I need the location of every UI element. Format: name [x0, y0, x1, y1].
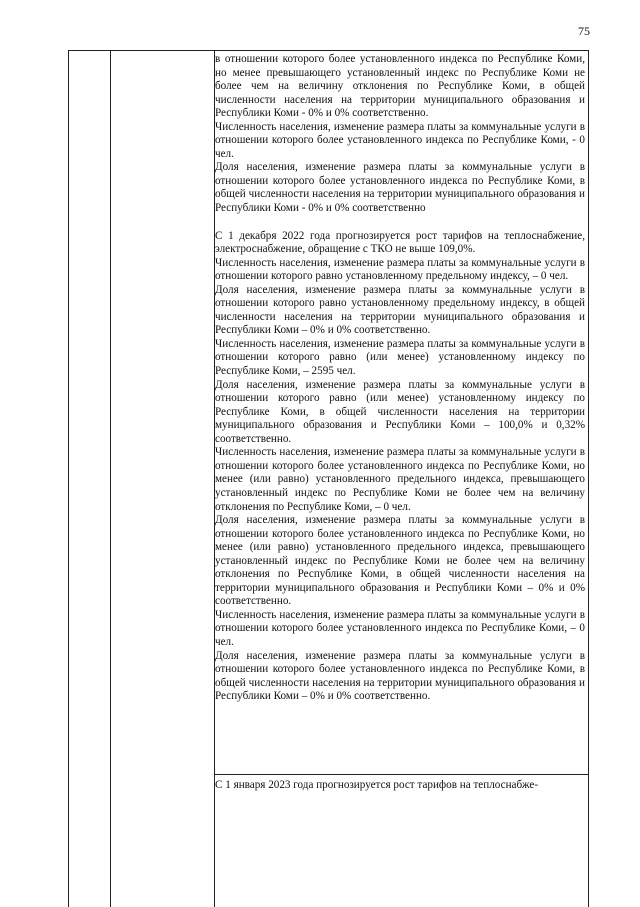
paragraph: Доля населения, изменение размера платы за коммунальные услуги в отношении которого более установленного индекса по Республике Коми, в общей численности населения на территории муниципального образования и Республики Коми - 0% и 0% соответственно — [215, 161, 585, 215]
paragraph: Доля населения, изменение размера платы за коммунальные услуги в отношении которого более установленного индекса по Республике Коми, но менее (или равно) установленного предельного индекса, превышающего установленный индекс по Республике Коми не более чем на величину отклонения по Республике Коми, в общей численности населения на территории муниципального образования и Республики Коми – 0% и 0% соответственно. — [215, 514, 585, 608]
paragraph: Численность населения, изменение размера платы за коммунальные услуги в отношении которого более установленного индекса по Республике Коми, - 0 чел. — [215, 120, 585, 160]
paragraph: Численность населения, изменение размера платы за коммунальные услуги в отношении которого равно (или менее) установленному индексу по Республике Коми, – 2595 чел. — [215, 337, 585, 378]
paragraph: Доля населения, изменение размера платы за коммунальные услуги в отношении которого равно (или менее) установленному индексу по Республике Коми, в общей численности населения на территории муниципального образования и Республики Коми – 100,0% и 0,32% соответственно. — [215, 378, 585, 445]
paragraph: Доля населения, изменение размера платы за коммунальные услуги в отношении которого равно установленному предельному индексу, в общей численности населения на территории муниципального образования и Республики Коми – 0% и 0% соответственно. — [215, 283, 585, 337]
paragraph: Численность населения, изменение размера платы за коммунальные услуги в отношении которого более установленного индекса по Республике Коми, – 0 чел. — [215, 608, 585, 648]
text-block-previous-period — [215, 53, 585, 216]
table-column-number — [69, 51, 111, 907]
table-row-divider — [215, 774, 589, 775]
text-block-january-2023: С 1 января 2023 года прогнозируется рост тарифов на теплоснабже- — [215, 779, 539, 791]
paragraph: Численность населения, изменение размера платы за коммунальные услуги в отношении которого равно установленному предельному индексу, – 0 чел. — [215, 256, 585, 283]
page-number: 75 — [578, 24, 590, 38]
text-block-december-2022 — [215, 230, 585, 704]
paragraph: Численность населения, изменение размера платы за коммунальные услуги в отношении которого более установленного индекса по Республике Коми, но менее (или равно) установленного предельного индекса, превышающего установленный индекс по Республике Коми не более чем на величину отклонения по Республике Коми, – 0 чел. — [215, 446, 585, 513]
paragraph: в отношении которого более установленного индекса по Республике Коми, но менее превышающего установленный индекс по Республике Коми не более чем на величину отклонения по Республике Коми, в общей численности населения на территории муниципального образования и Республики Коми - 0% и 0% соответственно. — [215, 53, 585, 120]
table-column-name — [111, 51, 215, 907]
description-cell — [215, 53, 585, 704]
paragraph: Доля населения, изменение размера платы за коммунальные услуги в отношении которого более установленного индекса по Республике Коми, в общей численности населения на территории муниципального образования и Республики Коми – 0% и 0% соответственно. — [215, 649, 585, 703]
paragraph: С 1 декабря 2022 года прогнозируется рост тарифов на теплоснабжение, электроснабжение, обращение с ТКО не выше 109,0%. — [215, 229, 585, 256]
